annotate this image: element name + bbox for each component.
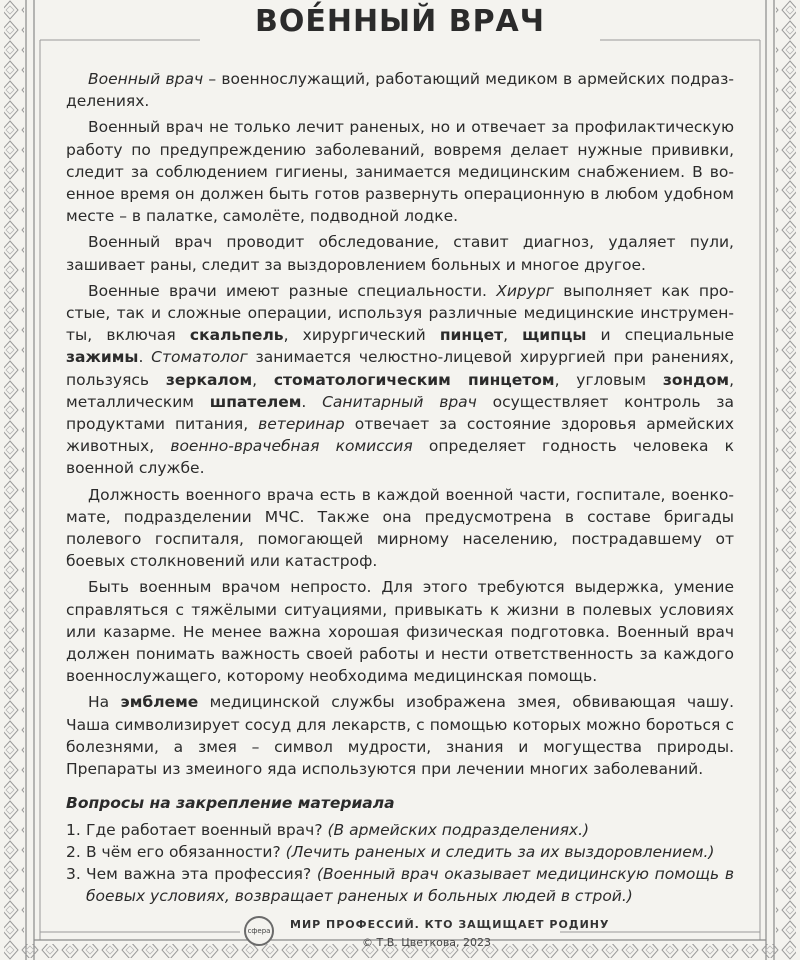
list-item: 2. В чём его обязанности? (Лечить раненых и следить за их выздоровлением.) [66,842,715,861]
questions-list [66,819,734,908]
term-sanitary-doctor: Санитарный врач [322,392,477,411]
page-title: ВОЕ́ННЫЙ ВРАЧ [254,4,546,39]
article-body [66,68,734,907]
term-emblem: эмблеме [120,693,199,712]
page-footer [0,912,800,952]
paragraph-duties: Военный врач не только лечит раненых, но и отвечает за профилактическую работу по предупреждению заболеваний, вовремя делает нужные прививки, следит за соблюдением гигиены, занимается медицинским снабжением. В военное время он должен быть готов развернуть операционную в любом удобном месте – в палатке, самолёте, подводной лодке. [66,118,734,226]
questions-heading: Вопросы на закрепление материала [66,794,395,813]
term-spatula: шпателем [209,392,302,411]
term-dental-tweezers: стоматологическим пинцетом [273,370,555,389]
publisher-logo: сфера [244,916,274,946]
term-probe: зондом [662,370,730,389]
paragraph-definition: Военный врач – военнослужащий, работающий медиком в армейских подразделениях. [66,70,734,111]
list-item: 1. Где работает военный врач? (В армейских подразделениях.) [66,820,590,839]
term-clamps: зажимы [66,348,139,367]
term-tweezers: пинцет [439,326,504,345]
copyright: © Т.В. Цветкова, 2023 [362,936,492,949]
paragraph-positions: Должность военного врача есть в каждой военной части, госпитале, военкомате, подразделении МЧС. Также она предусмотрена в составе бригады полевого госпиталя, помогающей мирному населению, пострадавшему от боевых столкновений или катастроф. [66,485,734,571]
term-dentist: Стоматолог [151,348,248,367]
term-forceps: щипцы [522,326,587,345]
paragraph-requirements: Быть военным врачом непросто. Для этого требуются выдержка, умение справляться с тяжёлыми ситуациями, привыкать к жизни в полевых условиях или казарме. Не менее важна хорошая физическая подготовка. Военный врач должен понимать важность своей работы и нести ответственность за каждого военнослужащего, которому необходима медицинская помощь. [66,578,734,686]
term-vet: ветеринар [258,415,345,434]
term-commission: военно-врачебная комиссия [170,437,413,456]
paragraph-treatment: Военный врач проводит обследование, ставит диагноз, удаляет пули, зашивает раны, следит за выздоровлением больных и многое другое. [66,233,734,274]
term-military-doctor: Военный врач [88,70,204,88]
term-mirror: зеркалом [165,370,253,389]
paragraph-emblem: На эмблеме медицинской службы изображена змея, обвивающая чашу. Чаша символизирует сосуд для лекарств, с помощью которых можно бороться с болезнями, а змея – символ мудрости, знания и могущества природы. Препараты из змеиного яда используются при лечении многих заболеваний. [66,693,734,779]
series-title: МИР ПРОФЕССИЙ. КТО ЗАЩИЩАЕТ РОДИНУ [290,918,610,931]
term-surgeon: Хирург [496,281,554,300]
list-item: 3. Чем важна эта профессия? (Военный врач оказывает медицинскую помощь в боевых условиях, возвращает раненых и больных людей в строй.) [66,864,734,906]
term-scalpel: скальпель [189,326,284,345]
paragraph-specialties: Военные врачи имеют разные специальности. Хирург выполняет как простые, так и сложные операции, используя различные медицинские инструменты, включая скальпель, хирургический пинцет, щипцы и специальные зажимы. Стоматолог занимается челюстно-лицевой хирургией при ранениях, пользуясь зеркалом, стоматологическим пинцетом, угловым зондом, металлическим шпателем. Санитарный врач осуществляет контроль за продуктами питания, ветеринар отвечает за состояние здоровья армейских животных, военно-врачебная комиссия определяет годность человека к военной службе. [66,281,735,478]
